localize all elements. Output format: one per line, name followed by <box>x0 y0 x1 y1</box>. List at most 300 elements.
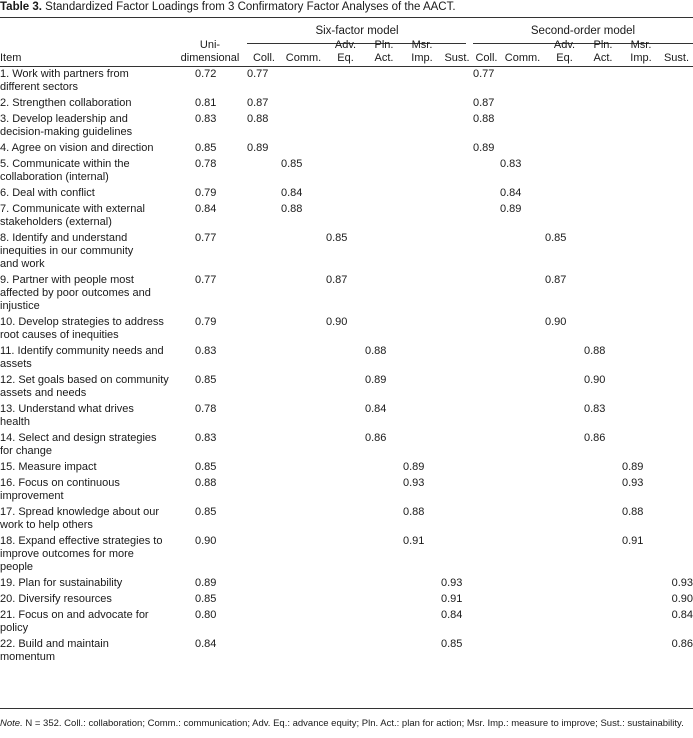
empty-cell <box>622 203 660 232</box>
empty-cell <box>365 577 403 593</box>
caption-text: Standardized Factor Loadings from 3 Confirmatory Factor Analyses of the AACT. <box>45 1 456 13</box>
empty-cell <box>281 232 326 274</box>
empty-cell <box>660 477 693 506</box>
second-order-loading: 0.90 <box>545 316 567 328</box>
empty-cell <box>326 535 365 577</box>
table-row <box>0 158 693 187</box>
empty-cell <box>247 187 281 203</box>
empty-cell <box>660 403 693 432</box>
empty-cell <box>622 374 660 403</box>
empty-cell <box>247 577 281 593</box>
empty-cell <box>403 609 441 638</box>
empty-cell <box>500 113 545 142</box>
empty-cell <box>584 113 622 142</box>
empty-cell <box>441 97 473 113</box>
six-factor-loading: 0.84 <box>281 187 303 199</box>
six-factor-loading: 0.85 <box>326 232 348 244</box>
empty-cell <box>247 274 281 316</box>
item-label: 14. Select and design strategies for change <box>0 432 157 457</box>
empty-cell <box>403 97 441 113</box>
empty-cell <box>326 506 365 535</box>
item-label: 3. Develop leadership and decision-making guidelines <box>0 113 133 138</box>
item-label: 16. Focus on continuous improvement <box>0 477 120 502</box>
empty-cell <box>441 374 473 403</box>
empty-cell <box>403 345 441 374</box>
bottom-rule <box>0 708 693 709</box>
empty-cell <box>545 609 584 638</box>
empty-cell <box>441 432 473 461</box>
empty-cell <box>403 593 441 609</box>
item-label: 15. Measure impact <box>0 461 97 473</box>
empty-cell <box>473 577 500 593</box>
item-label: 18. Expand effective strategies to improve outcomes for more people <box>0 535 163 573</box>
empty-cell <box>403 203 441 232</box>
empty-cell <box>281 535 326 577</box>
uni-loading: 0.88 <box>195 477 217 489</box>
empty-cell <box>500 345 545 374</box>
header-second-col-5: Sust. <box>663 52 690 64</box>
empty-cell <box>441 345 473 374</box>
second-order-loading: 0.90 <box>584 374 606 386</box>
table-row <box>0 477 693 506</box>
second-order-loading: 0.87 <box>545 274 567 286</box>
table-row <box>0 535 693 577</box>
second-order-loading: 0.89 <box>473 142 495 154</box>
empty-cell <box>584 274 622 316</box>
empty-cell <box>545 506 584 535</box>
empty-cell <box>326 113 365 142</box>
second-order-loading: 0.86 <box>671 638 693 650</box>
uni-loading: 0.85 <box>195 461 217 473</box>
empty-cell <box>622 316 660 345</box>
empty-cell <box>403 638 441 667</box>
empty-cell <box>247 432 281 461</box>
empty-cell <box>545 68 584 97</box>
empty-cell <box>247 535 281 577</box>
item-label: 19. Plan for sustainability <box>0 577 123 589</box>
header-six-col-0: Coll. <box>252 52 275 64</box>
empty-cell <box>326 403 365 432</box>
empty-cell <box>281 432 326 461</box>
empty-cell <box>326 432 365 461</box>
empty-cell <box>365 593 403 609</box>
six-factor-loading: 0.85 <box>281 158 303 170</box>
header-six-col-4: Msr. Imp. <box>411 39 433 64</box>
empty-cell <box>500 577 545 593</box>
empty-cell <box>473 203 500 232</box>
item-label: 5. Communicate within the collaboration (internal) <box>0 158 130 183</box>
empty-cell <box>247 477 281 506</box>
table-row <box>0 403 693 432</box>
empty-cell <box>660 68 693 97</box>
empty-cell <box>660 506 693 535</box>
empty-cell <box>281 609 326 638</box>
empty-cell <box>473 506 500 535</box>
empty-cell <box>545 638 584 667</box>
header-rule <box>0 66 693 67</box>
uni-loading: 0.77 <box>195 232 217 244</box>
empty-cell <box>247 345 281 374</box>
empty-cell <box>622 593 660 609</box>
empty-cell <box>584 203 622 232</box>
header-six-col-3: Pln. Act. <box>374 39 394 64</box>
empty-cell <box>441 316 473 345</box>
table-note <box>0 718 684 729</box>
empty-cell <box>281 113 326 142</box>
empty-cell <box>473 477 500 506</box>
empty-cell <box>660 274 693 316</box>
empty-cell <box>326 345 365 374</box>
uni-loading: 0.84 <box>195 638 217 650</box>
uni-loading: 0.85 <box>195 374 217 386</box>
empty-cell <box>365 68 403 97</box>
empty-cell <box>622 609 660 638</box>
empty-cell <box>403 232 441 274</box>
empty-cell <box>500 232 545 274</box>
empty-cell <box>584 158 622 187</box>
empty-cell <box>326 461 365 477</box>
empty-cell <box>500 593 545 609</box>
empty-cell <box>365 203 403 232</box>
empty-cell <box>281 68 326 97</box>
six-factor-loading: 0.89 <box>365 374 387 386</box>
empty-cell <box>326 374 365 403</box>
empty-cell <box>441 461 473 477</box>
table-row <box>0 461 693 477</box>
second-order-loading: 0.83 <box>584 403 606 415</box>
item-label: 20. Diversify resources <box>0 593 112 605</box>
empty-cell <box>365 477 403 506</box>
empty-cell <box>622 187 660 203</box>
second-order-loading: 0.93 <box>671 577 693 589</box>
table-row <box>0 97 693 113</box>
uni-loading: 0.80 <box>195 609 217 621</box>
empty-cell <box>584 461 622 477</box>
empty-cell <box>500 316 545 345</box>
second-order-loading: 0.88 <box>622 506 644 518</box>
item-label: 12. Set goals based on community assets and needs <box>0 374 169 399</box>
empty-cell <box>660 432 693 461</box>
empty-cell <box>281 316 326 345</box>
empty-cell <box>365 187 403 203</box>
group-six-factor: Six-factor model <box>315 25 399 37</box>
empty-cell <box>500 506 545 535</box>
second-order-loading: 0.88 <box>473 113 495 125</box>
empty-cell <box>441 477 473 506</box>
empty-cell <box>326 187 365 203</box>
item-label: 8. Identify and understand inequities in our community and work <box>0 232 134 270</box>
header-six-col-1: Comm. <box>285 52 322 64</box>
empty-cell <box>545 203 584 232</box>
empty-cell <box>622 158 660 187</box>
empty-cell <box>247 316 281 345</box>
empty-cell <box>403 274 441 316</box>
empty-cell <box>247 461 281 477</box>
empty-cell <box>660 535 693 577</box>
empty-cell <box>584 142 622 158</box>
six-factor-loading: 0.88 <box>281 203 303 215</box>
empty-cell <box>584 232 622 274</box>
empty-cell <box>326 477 365 506</box>
empty-cell <box>326 68 365 97</box>
table-row <box>0 577 693 593</box>
empty-cell <box>473 232 500 274</box>
empty-cell <box>247 158 281 187</box>
uni-loading: 0.85 <box>195 506 217 518</box>
caption-label: Table 3. <box>0 1 42 13</box>
six-factor-loading: 0.77 <box>247 68 269 80</box>
empty-cell <box>403 577 441 593</box>
empty-cell <box>403 158 441 187</box>
uni-loading: 0.79 <box>195 316 217 328</box>
table-row <box>0 432 693 461</box>
uni-loading: 0.85 <box>195 142 217 154</box>
item-label: 11. Identify community needs and assets <box>0 345 164 370</box>
header-six-col-5: Sust. <box>444 52 470 64</box>
empty-cell <box>403 187 441 203</box>
table-row <box>0 68 693 97</box>
table-row <box>0 374 693 403</box>
empty-cell <box>281 506 326 535</box>
uni-loading: 0.79 <box>195 187 217 199</box>
empty-cell <box>281 403 326 432</box>
empty-cell <box>622 345 660 374</box>
empty-cell <box>622 142 660 158</box>
header-second-col-3: Pln. Act. <box>593 39 613 64</box>
table-row <box>0 638 693 667</box>
empty-cell <box>365 113 403 142</box>
empty-cell <box>441 158 473 187</box>
empty-cell <box>281 142 326 158</box>
empty-cell <box>441 113 473 142</box>
six-factor-loading: 0.89 <box>403 461 425 473</box>
empty-cell <box>473 609 500 638</box>
empty-cell <box>247 609 281 638</box>
second-order-loading: 0.84 <box>671 609 693 621</box>
empty-cell <box>545 374 584 403</box>
empty-cell <box>622 232 660 274</box>
empty-cell <box>473 316 500 345</box>
empty-cell <box>500 374 545 403</box>
empty-cell <box>365 609 403 638</box>
empty-cell <box>545 535 584 577</box>
empty-cell <box>365 232 403 274</box>
table-row <box>0 142 693 158</box>
empty-cell <box>545 432 584 461</box>
empty-cell <box>403 432 441 461</box>
empty-cell <box>584 593 622 609</box>
uni-loading: 0.84 <box>195 203 217 215</box>
table-row <box>0 316 693 345</box>
empty-cell <box>660 113 693 142</box>
uni-loading: 0.83 <box>195 432 217 444</box>
empty-cell <box>441 506 473 535</box>
table-row <box>0 113 693 142</box>
empty-cell <box>441 274 473 316</box>
empty-cell <box>622 432 660 461</box>
empty-cell <box>281 374 326 403</box>
empty-cell <box>365 535 403 577</box>
item-label: 10. Develop strategies to address root causes of inequities <box>0 316 164 341</box>
header-item: Item <box>0 52 22 64</box>
empty-cell <box>365 461 403 477</box>
second-order-loading: 0.87 <box>473 97 495 109</box>
note-text: N = 352. Coll.: collaboration; Comm.: communication; Adv. Eq.: advance equity; Pln. Act.: plan for action; Msr. Imp.: measure to improve; Sust.: sustainability. <box>22 718 684 729</box>
second-order-loading: 0.83 <box>500 158 522 170</box>
group-second-order: Second-order model <box>530 25 636 37</box>
empty-cell <box>545 142 584 158</box>
empty-cell <box>584 187 622 203</box>
empty-cell <box>622 68 660 97</box>
empty-cell <box>500 432 545 461</box>
uni-loading: 0.89 <box>195 577 217 589</box>
empty-cell <box>441 142 473 158</box>
empty-cell <box>326 97 365 113</box>
empty-cell <box>660 316 693 345</box>
header-second-col-1: Comm. <box>504 52 541 64</box>
empty-cell <box>545 477 584 506</box>
empty-cell <box>365 506 403 535</box>
empty-cell <box>247 506 281 535</box>
second-order-loading: 0.88 <box>584 345 606 357</box>
empty-cell <box>584 68 622 97</box>
table-caption <box>0 0 456 14</box>
empty-cell <box>545 97 584 113</box>
header-second-col-4: Msr. Imp. <box>630 39 652 64</box>
header-unidimensional: Uni- dimensional <box>180 39 240 64</box>
empty-cell <box>365 142 403 158</box>
six-factor-loading: 0.91 <box>403 535 425 547</box>
item-label: 13. Understand what drives health <box>0 403 134 428</box>
empty-cell <box>660 187 693 203</box>
six-factor-loading: 0.93 <box>403 477 425 489</box>
empty-cell <box>247 374 281 403</box>
six-factor-loading: 0.88 <box>403 506 425 518</box>
empty-cell <box>545 403 584 432</box>
second-order-loading: 0.84 <box>500 187 522 199</box>
empty-cell <box>247 232 281 274</box>
empty-cell <box>441 232 473 274</box>
six-factor-loading: 0.93 <box>441 577 463 589</box>
second-order-loading: 0.90 <box>671 593 693 605</box>
empty-cell <box>365 97 403 113</box>
empty-cell <box>545 593 584 609</box>
six-factor-loading: 0.84 <box>365 403 387 415</box>
empty-cell <box>545 187 584 203</box>
empty-cell <box>365 274 403 316</box>
empty-cell <box>473 345 500 374</box>
empty-cell <box>622 638 660 667</box>
empty-cell <box>326 638 365 667</box>
empty-cell <box>500 461 545 477</box>
empty-cell <box>473 638 500 667</box>
second-order-loading: 0.77 <box>473 68 495 80</box>
empty-cell <box>441 203 473 232</box>
empty-cell <box>473 158 500 187</box>
second-order-loading: 0.89 <box>500 203 522 215</box>
empty-cell <box>326 609 365 638</box>
empty-cell <box>403 142 441 158</box>
uni-loading: 0.78 <box>195 158 217 170</box>
empty-cell <box>281 461 326 477</box>
header-second-col-2: Adv. Eq. <box>553 39 576 64</box>
empty-cell <box>660 345 693 374</box>
empty-cell <box>365 638 403 667</box>
empty-cell <box>500 638 545 667</box>
empty-cell <box>281 274 326 316</box>
empty-cell <box>584 506 622 535</box>
uni-loading: 0.90 <box>195 535 217 547</box>
empty-cell <box>584 535 622 577</box>
uni-loading: 0.83 <box>195 345 217 357</box>
empty-cell <box>584 638 622 667</box>
empty-cell <box>281 577 326 593</box>
empty-cell <box>660 158 693 187</box>
empty-cell <box>247 638 281 667</box>
item-label: 21. Focus on and advocate for policy <box>0 609 149 634</box>
loadings-table <box>0 68 693 667</box>
empty-cell <box>326 158 365 187</box>
empty-cell <box>660 142 693 158</box>
uni-loading: 0.77 <box>195 274 217 286</box>
second-order-loading: 0.93 <box>622 477 644 489</box>
empty-cell <box>473 403 500 432</box>
six-factor-loading: 0.86 <box>365 432 387 444</box>
empty-cell <box>403 403 441 432</box>
item-label: 2. Strengthen collaboration <box>0 97 132 109</box>
table-row <box>0 232 693 274</box>
empty-cell <box>326 593 365 609</box>
uni-loading: 0.83 <box>195 113 217 125</box>
empty-cell <box>545 461 584 477</box>
empty-cell <box>441 68 473 97</box>
empty-cell <box>660 232 693 274</box>
empty-cell <box>326 142 365 158</box>
empty-cell <box>500 142 545 158</box>
empty-cell <box>403 113 441 142</box>
empty-cell <box>441 187 473 203</box>
empty-cell <box>403 374 441 403</box>
item-label: 7. Communicate with external stakeholders (external) <box>0 203 145 228</box>
six-factor-loading: 0.88 <box>247 113 269 125</box>
empty-cell <box>281 477 326 506</box>
empty-cell <box>441 403 473 432</box>
empty-cell <box>584 577 622 593</box>
empty-cell <box>281 638 326 667</box>
six-factor-loading: 0.84 <box>441 609 463 621</box>
empty-cell <box>660 374 693 403</box>
empty-cell <box>281 97 326 113</box>
empty-cell <box>545 577 584 593</box>
empty-cell <box>403 68 441 97</box>
second-order-loading: 0.89 <box>622 461 644 473</box>
empty-cell <box>326 203 365 232</box>
empty-cell <box>622 577 660 593</box>
empty-cell <box>326 577 365 593</box>
header-second-col-0: Coll. <box>475 52 498 64</box>
empty-cell <box>247 593 281 609</box>
empty-cell <box>473 374 500 403</box>
six-factor-loading: 0.89 <box>247 142 269 154</box>
six-factor-loading: 0.87 <box>326 274 348 286</box>
empty-cell <box>365 158 403 187</box>
empty-cell <box>473 274 500 316</box>
table-row <box>0 345 693 374</box>
empty-cell <box>622 274 660 316</box>
empty-cell <box>500 97 545 113</box>
empty-cell <box>584 97 622 113</box>
uni-loading: 0.78 <box>195 403 217 415</box>
